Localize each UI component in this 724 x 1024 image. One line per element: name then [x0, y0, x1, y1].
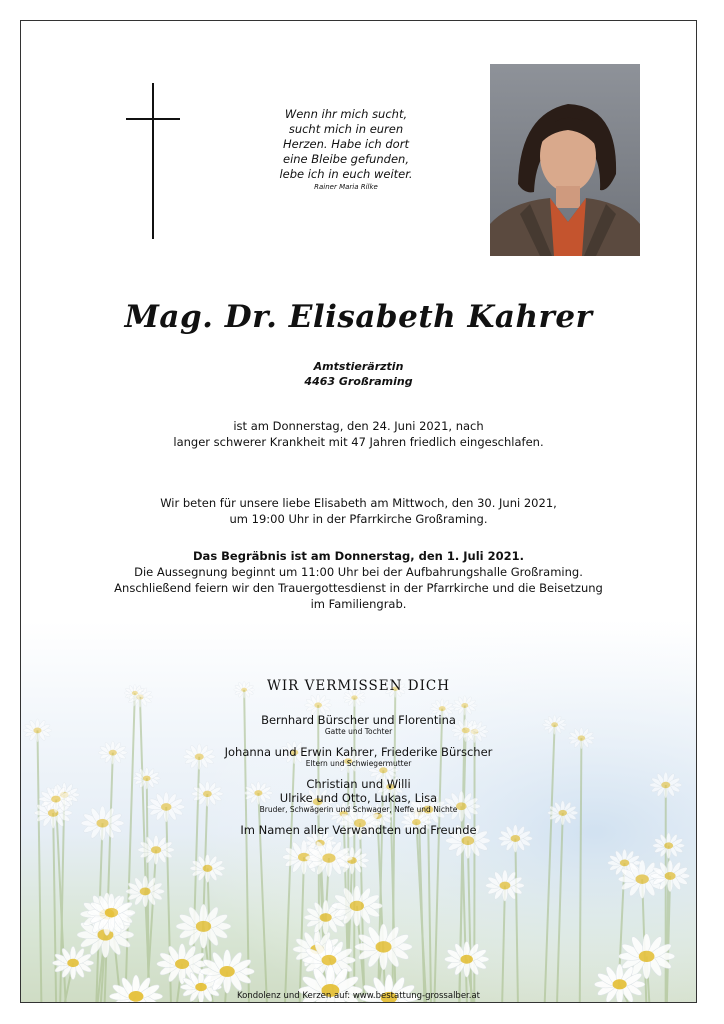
- quote-author: Rainer Maria Rilke: [314, 183, 378, 191]
- quote-line: Herzen. Habe ich dort: [283, 137, 409, 151]
- mourner-names: Ulrike und Otto, Lukas, Lisa: [279, 791, 438, 805]
- quote-line: sucht mich in euren: [288, 122, 404, 136]
- hometown: 4463 Großraming: [304, 375, 413, 388]
- condolence-footer: Kondolenz und Kerzen auf: www.bestattung-grossalber.at: [236, 991, 481, 1001]
- mourner-group: [21, 745, 696, 769]
- closing-line: Im Namen aller Verwandten und Freunde: [240, 823, 477, 837]
- funeral-line: Die Aussegnung beginnt um 11:00 Uhr bei der Aufbahrungshalle Großraming.: [134, 565, 583, 579]
- cross-vertical-bar: [152, 83, 154, 239]
- mourner-relation: Eltern und Schwiegermutter: [305, 759, 412, 768]
- memorial-quote: [241, 107, 451, 192]
- mourner-group: [21, 777, 696, 815]
- funeral-notice: [21, 548, 696, 612]
- death-announcement: [21, 418, 696, 450]
- announcement-line: ist am Donnerstag, den 24. Juni 2021, nach: [233, 419, 484, 433]
- deceased-title: [21, 359, 696, 389]
- cross-horizontal-bar: [126, 118, 180, 120]
- mourner-group: [21, 713, 696, 737]
- mourners-list: [21, 713, 696, 837]
- mourner-relation: Gatte und Tochter: [324, 727, 393, 736]
- mourner-names: Bernhard Bürscher und Florentina: [261, 713, 456, 727]
- prayer-line: um 19:00 Uhr in der Pfarrkirche Großraming.: [229, 512, 488, 526]
- obituary-card: [20, 20, 697, 1003]
- mourner-names: Christian und Willi: [306, 777, 411, 791]
- quote-line: eine Bleibe gefunden,: [283, 152, 409, 166]
- portrait-photo: [490, 64, 640, 256]
- funeral-line: Anschließend feiern wir den Trauergottesdienst in der Pfarrkirche und die Beisetzung: [114, 581, 603, 595]
- funeral-line: im Familiengrab.: [310, 597, 407, 611]
- prayer-line: Wir beten für unsere liebe Elisabeth am Mittwoch, den 30. Juni 2021,: [160, 496, 557, 510]
- mourner-relation: Bruder, Schwägerin und Schwager, Neffe und Nichte: [259, 805, 458, 814]
- quote-line: Wenn ihr mich sucht,: [284, 107, 408, 121]
- we-miss-you-heading: WIR VERMISSEN DICH: [266, 678, 451, 694]
- funeral-line: Das Begräbnis ist am Donnerstag, den 1. Juli 2021.: [193, 549, 524, 563]
- prayer-notice: [21, 495, 696, 527]
- deceased-name: Mag. Dr. Elisabeth Kahrer: [124, 299, 593, 335]
- quote-line: lebe ich in euch weiter.: [279, 167, 413, 181]
- profession: Amtstierärztin: [313, 360, 404, 373]
- mourner-names: Johanna und Erwin Kahrer, Friederike Bürscher: [224, 745, 493, 759]
- announcement-line: langer schwerer Krankheit mit 47 Jahren friedlich eingeschlafen.: [173, 435, 544, 449]
